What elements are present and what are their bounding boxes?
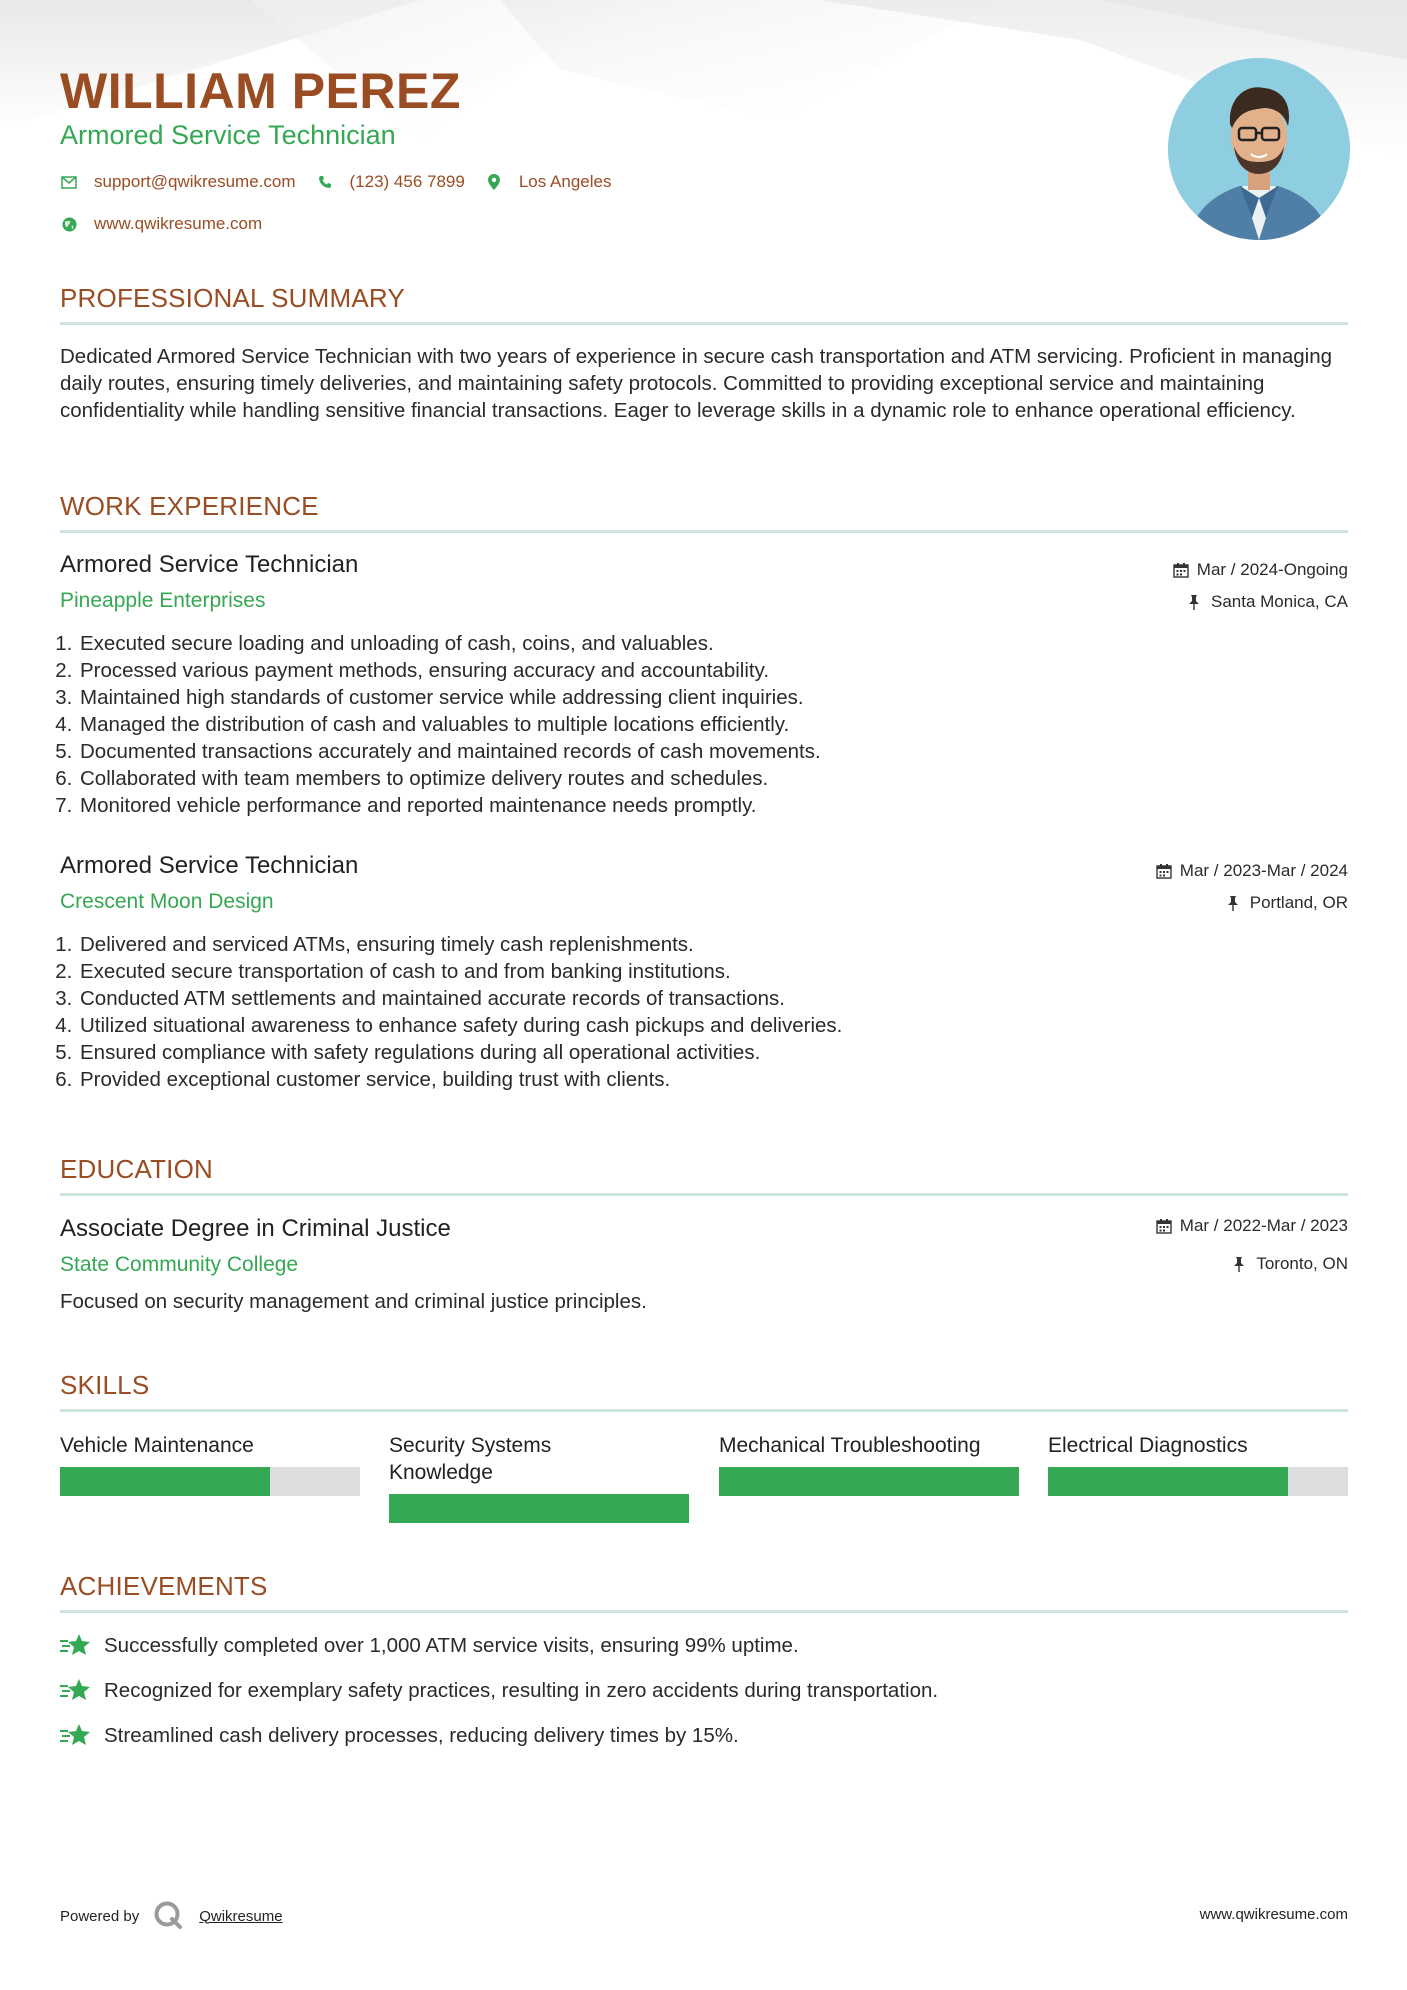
phone-icon — [316, 173, 334, 191]
skill-name: Security Systems Knowledge — [389, 1434, 552, 1484]
education-dates — [1156, 1216, 1348, 1236]
job-dates-text: Mar / 2024-Ongoing — [1196, 560, 1348, 579]
list-item: 6. Provided exceptional customer service, building trust with clients. — [78, 1066, 1060, 1093]
skill-bar — [389, 1494, 689, 1523]
candidate-title: Armored Service Technician — [60, 120, 396, 150]
contact-row — [60, 172, 631, 192]
job-company: Crescent Moon Design — [60, 890, 274, 913]
footer-powered-by — [60, 1900, 283, 1932]
map-pin-icon — [485, 173, 503, 191]
list-item: 1. Executed secure loading and unloading of cash, coins, and valuables. — [78, 630, 1060, 657]
list-item: 2. Executed secure transportation of cash to and from banking institutions. — [78, 958, 1060, 985]
education-school: State Community College — [60, 1253, 299, 1276]
achievement-item — [60, 1632, 799, 1660]
job-title: Armored Service Technician — [60, 551, 359, 578]
job-dates-text: Mar / 2023-Mar / 2024 — [1179, 861, 1348, 880]
education-description: Focused on security management and criminal justice principles. — [60, 1290, 647, 1313]
job-location-text: Portland, OR — [1249, 893, 1348, 912]
education-location-text: Toronto, ON — [1256, 1254, 1348, 1273]
section-divider — [60, 1193, 1348, 1196]
list-item: 7. Monitored vehicle performance and reported maintenance needs promptly. — [78, 792, 1060, 819]
skill-bar-fill — [60, 1467, 270, 1496]
job-location — [1187, 592, 1348, 612]
job-dates — [1156, 861, 1348, 881]
achievement-text: Successfully completed over 1,000 ATM service visits, ensuring 99% uptime. — [104, 1634, 799, 1657]
globe-icon — [60, 215, 78, 233]
skill-item — [719, 1432, 1019, 1496]
skill-name: Mechanical Troubleshooting — [719, 1434, 981, 1457]
pushpin-icon — [1187, 594, 1203, 610]
skill-name: Electrical Diagnostics — [1048, 1434, 1248, 1457]
skill-bar-fill — [719, 1467, 1019, 1496]
section-title-skills: SKILLS — [60, 1370, 150, 1400]
list-item: 5. Documented transactions accurately and maintained records of cash movements. — [78, 738, 1060, 765]
achievement-text: Streamlined cash delivery processes, reducing delivery times by 15%. — [104, 1724, 739, 1747]
contact-phone[interactable]: (123) 456 7899 — [349, 172, 465, 191]
skill-bar-fill — [389, 1494, 689, 1523]
envelope-icon — [60, 173, 78, 191]
calendar-icon — [1173, 562, 1189, 578]
skill-bar — [60, 1467, 360, 1496]
list-item: 6. Collaborated with team members to optimize delivery routes and schedules. — [78, 765, 1060, 792]
section-title-summary: PROFESSIONAL SUMMARY — [60, 283, 405, 313]
section-divider — [60, 322, 1348, 325]
skill-item — [60, 1432, 360, 1496]
contact-row-website — [60, 214, 282, 234]
skill-bar-fill — [1048, 1467, 1288, 1496]
section-title-achievements: ACHIEVEMENTS — [60, 1571, 268, 1601]
contact-email[interactable]: support@qwikresume.com — [94, 172, 296, 191]
list-item: 5. Ensured compliance with safety regulations during all operational activities. — [78, 1039, 1060, 1066]
list-item: 2. Processed various payment methods, ensuring accuracy and accountability. — [78, 657, 1060, 684]
job-bullets — [60, 931, 1060, 1093]
list-item: 3. Conducted ATM settlements and maintained accurate records of transactions. — [78, 985, 1060, 1012]
calendar-icon — [1156, 1218, 1172, 1234]
pushpin-icon — [1226, 895, 1242, 911]
contact-location: Los Angeles — [518, 172, 612, 191]
section-divider — [60, 1610, 1348, 1613]
skill-bar — [719, 1467, 1019, 1496]
list-item: 4. Managed the distribution of cash and valuables to multiple locations efficiently. — [78, 711, 1060, 738]
skill-item — [1048, 1432, 1348, 1496]
job-location-text: Santa Monica, CA — [1210, 592, 1348, 611]
footer-brand-link[interactable]: Qwikresume — [199, 1907, 283, 1925]
qwikresume-logo-icon — [153, 1900, 185, 1932]
education-location — [1232, 1254, 1348, 1274]
candidate-name: WILLIAM PEREZ — [60, 63, 461, 119]
skill-item — [389, 1432, 689, 1523]
job-title: Armored Service Technician — [60, 852, 359, 879]
achievement-item — [60, 1722, 739, 1750]
profile-photo — [1168, 58, 1350, 240]
summary-text: Dedicated Armored Service Technician with two years of experience in secure cash transportation and ATM servicing. Proficient in managing daily routes, ensuring timely deliveries, and maintaining safety protocols. Committed to providing exceptional service and maintaining confidentiality while handling sensitive financial transactions. Eager to leverage skills in a dynamic role to enhance operational efficiency. — [60, 345, 1333, 422]
achievement-item — [60, 1677, 938, 1705]
star-icon — [60, 1722, 94, 1750]
star-icon — [60, 1632, 94, 1660]
footer-website[interactable]: www.qwikresume.com — [1199, 1906, 1348, 1923]
education-degree: Associate Degree in Criminal Justice — [60, 1215, 451, 1242]
powered-by-label: Powered by — [60, 1907, 140, 1925]
job-location — [1226, 893, 1348, 913]
list-item: 4. Utilized situational awareness to enhance safety during cash pickups and deliveries. — [78, 1012, 1060, 1039]
job-bullets — [60, 630, 1060, 819]
section-title-education: EDUCATION — [60, 1154, 213, 1184]
list-item: 3. Maintained high standards of customer service while addressing client inquiries. — [78, 684, 1060, 711]
section-divider — [60, 530, 1348, 533]
education-dates-text: Mar / 2022-Mar / 2023 — [1179, 1216, 1348, 1235]
skill-bar — [1048, 1467, 1348, 1496]
job-company: Pineapple Enterprises — [60, 589, 266, 612]
contact-website[interactable]: www.qwikresume.com — [94, 214, 263, 233]
achievement-text: Recognized for exemplary safety practices, resulting in zero accidents during transportation. — [104, 1679, 939, 1702]
skill-name: Vehicle Maintenance — [60, 1434, 254, 1457]
pushpin-icon — [1232, 1256, 1248, 1272]
section-divider — [60, 1409, 1348, 1412]
list-item: 1. Delivered and serviced ATMs, ensuring timely cash replenishments. — [78, 931, 1060, 958]
star-icon — [60, 1677, 94, 1705]
job-dates — [1173, 560, 1348, 580]
section-title-experience: WORK EXPERIENCE — [60, 491, 319, 521]
calendar-icon — [1156, 863, 1172, 879]
